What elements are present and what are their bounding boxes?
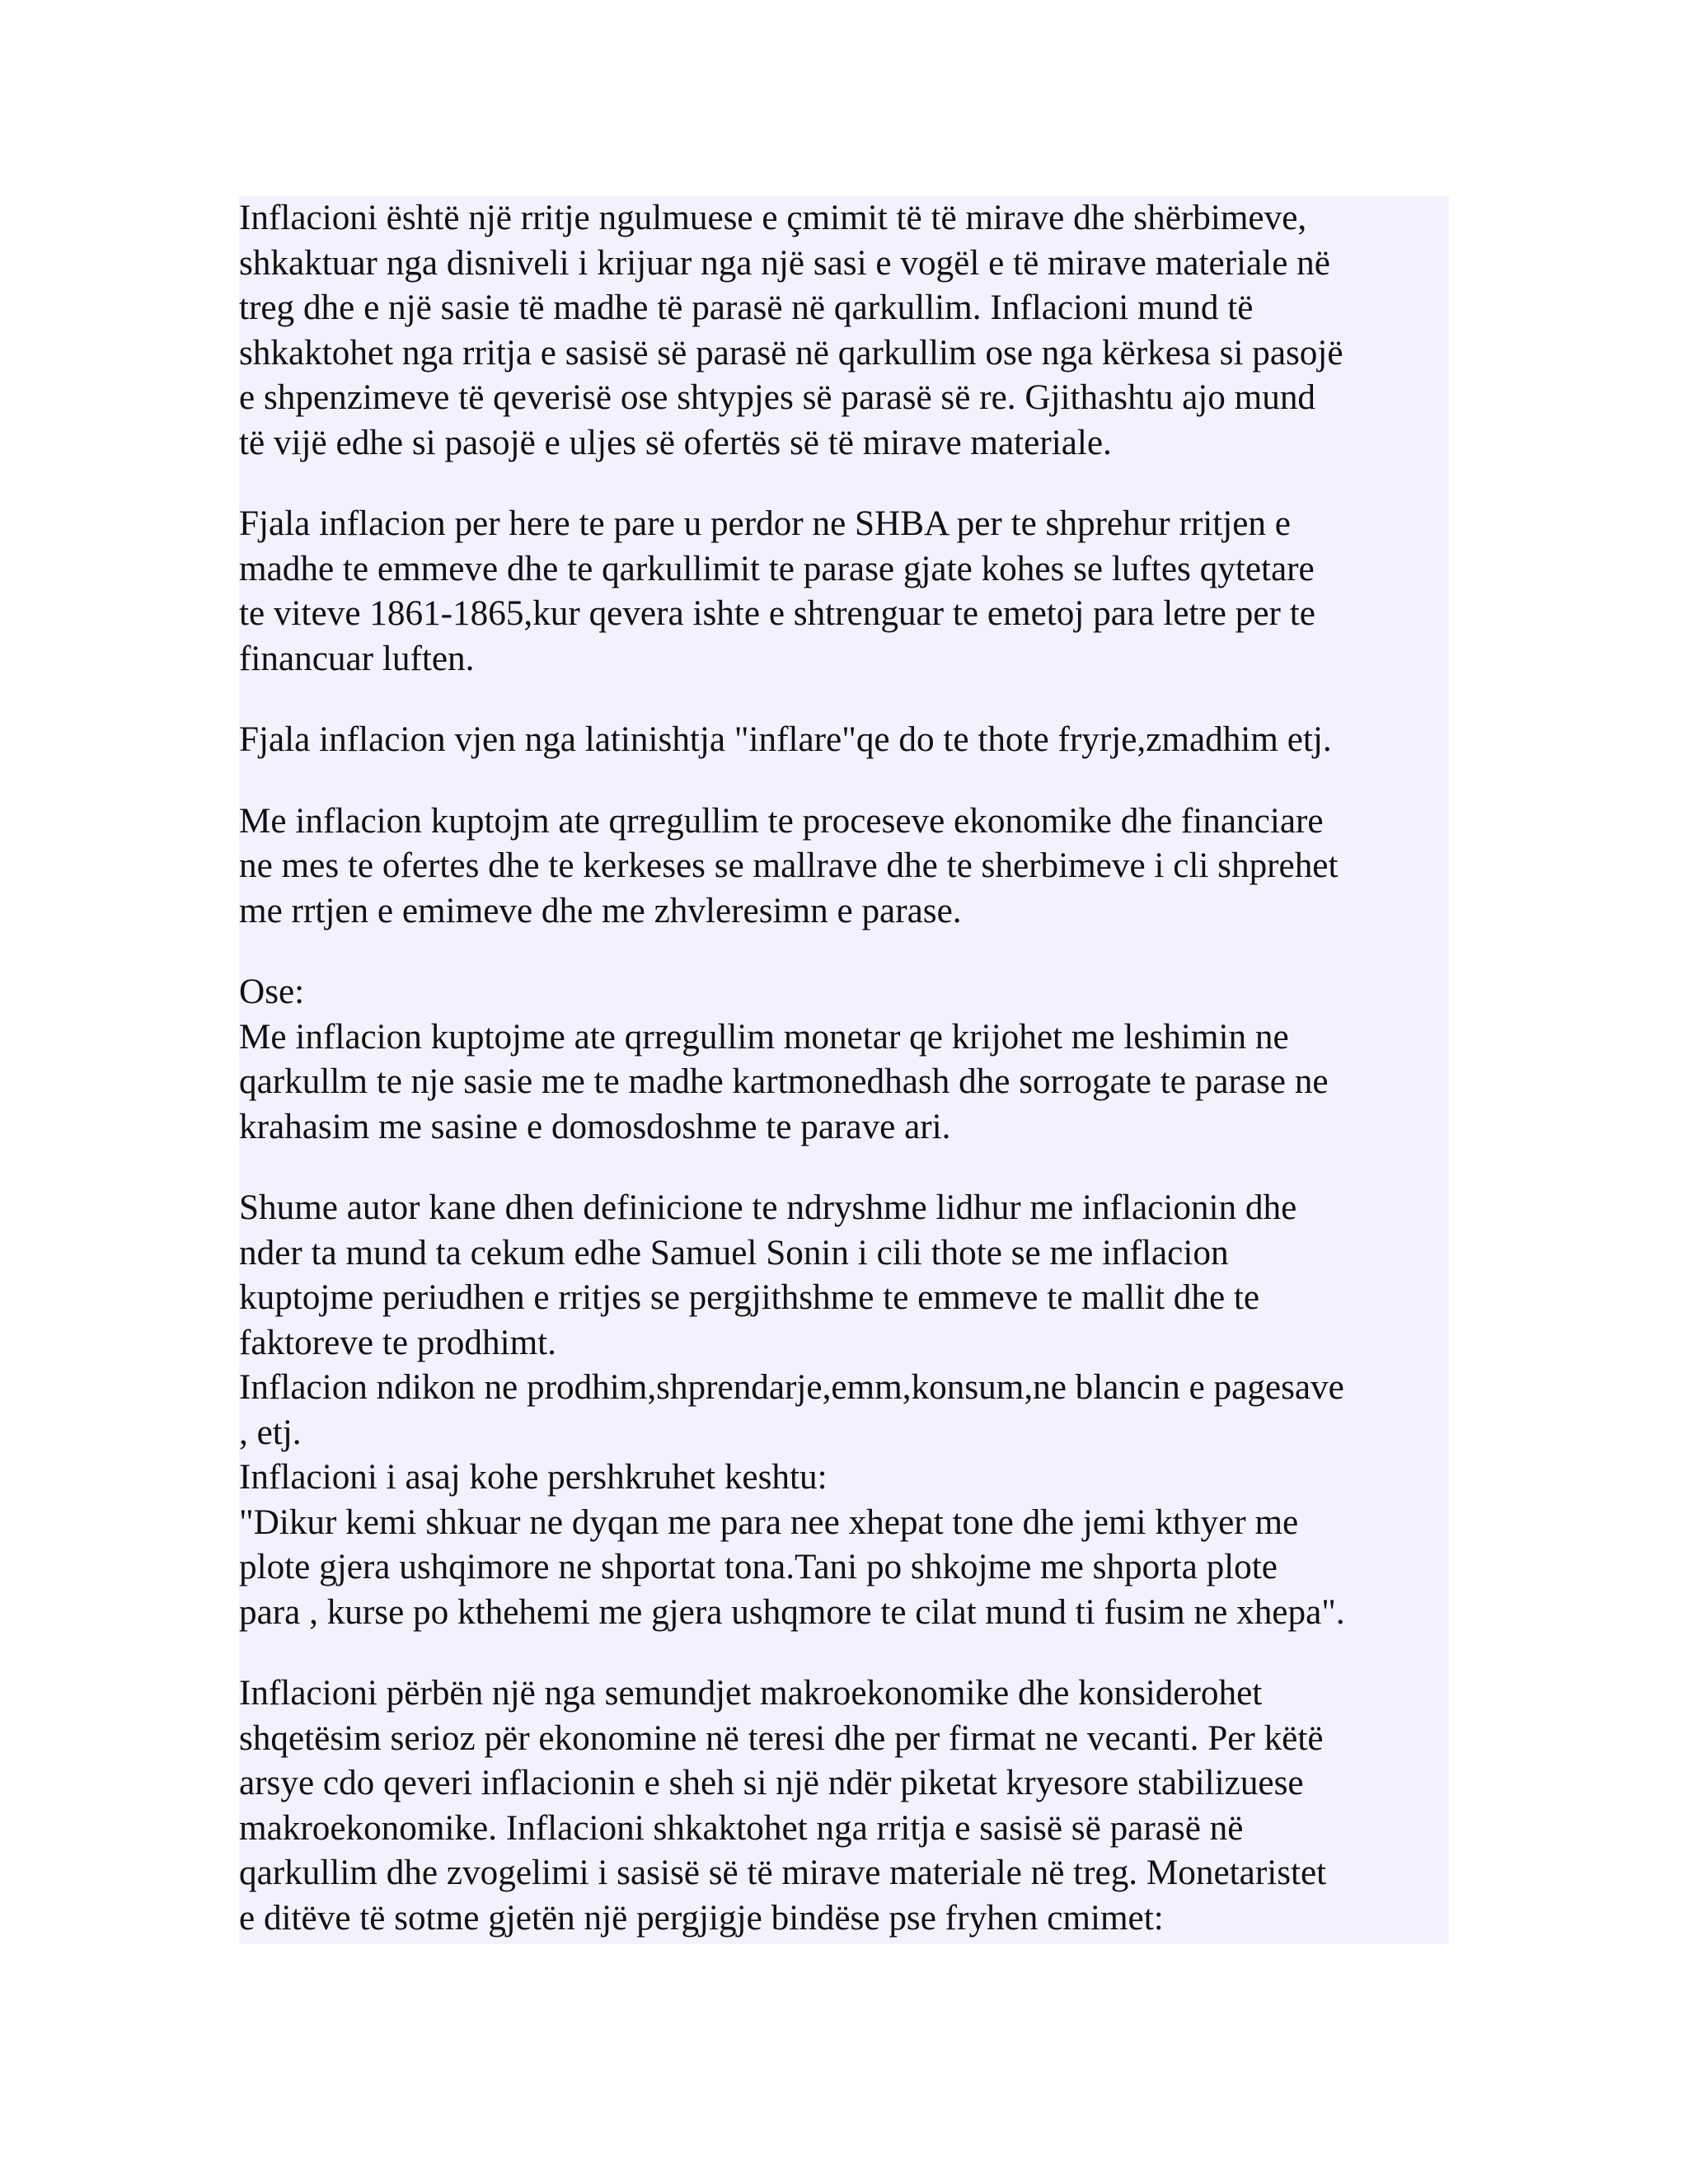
paragraph-gap	[239, 682, 1449, 718]
text-line: Fjala inflacion vjen nga latinishtja "inflare"qe do te thote fryrje,zmadhim etj.	[239, 720, 1332, 759]
text-line: Me inflacion kuptojme ate qrregullim monetar qe krijohet me leshimin ne	[239, 1017, 1289, 1057]
document-text-block	[239, 196, 1449, 1944]
text-line: e shpenzimeve të qeverisë ose shtypjes së parasë së re. Gjithashtu ajo mund	[239, 378, 1316, 417]
text-line: krahasim me sasine e domosdoshme te parave ari.	[239, 1107, 951, 1146]
text-line: plote gjera ushqimore ne shportat tona.Tani po shkojme me shporta plote	[239, 1548, 1278, 1586]
text-line: "Dikur kemi shkuar ne dyqan me para nee xhepat tone dhe jemi kthyer me	[239, 1502, 1299, 1542]
text-line: me rrtjen e emimeve dhe me zhvleresimn e parase.	[239, 891, 962, 930]
text-line: ne mes te ofertes dhe te kerkeses se mallrave dhe te sherbimeve i cli shprehet	[239, 846, 1339, 885]
text-line: te viteve 1861-1865,kur qevera ishte e shtrenguar te emetoj para letre per te	[239, 594, 1315, 633]
paragraph-gap	[239, 1635, 1449, 1671]
text-line: financuar luften.	[239, 639, 475, 678]
paragraph-7	[239, 1671, 1449, 1941]
text-line: Fjala inflacion per here te pare u perdor ne SHBA per te shprehur rritjen e	[239, 504, 1291, 543]
text-line: shkaktuar nga disniveli i krijuar nga një sasi e vogël e të mirave materiale në	[239, 243, 1330, 283]
paragraph-gap	[239, 763, 1449, 799]
text-line: nder ta mund ta cekum edhe Samuel Sonin i cili thote se me inflacion	[239, 1233, 1229, 1272]
paragraph-gap	[239, 466, 1449, 502]
text-line: arsye cdo qeveri inflacionin e sheh si një ndër piketat kryesore stabilizuese	[239, 1764, 1304, 1802]
paragraph-2	[239, 502, 1449, 682]
text-line: Inflacioni përbën një nga semundjet makroekonomike dhe konsiderohet	[239, 1674, 1263, 1713]
paragraph-3	[239, 718, 1449, 763]
paragraph-1	[239, 196, 1449, 466]
text-line: Inflacion ndikon ne prodhim,shprendarje,emm,konsum,ne blancin e pagesave	[239, 1368, 1344, 1407]
text-line: Inflacioni është një rritje ngulmuese e çmimit të të mirave dhe shërbimeve,	[239, 199, 1307, 237]
paragraph-gap	[239, 934, 1449, 970]
paragraph-gap	[239, 1150, 1449, 1186]
text-line: faktoreve te prodhimt.	[239, 1323, 556, 1362]
text-line: Me inflacion kuptojm ate qrregullim te proceseve ekonomike dhe financiare	[239, 801, 1324, 841]
text-line: qarkullm te nje sasie me te madhe kartmonedhash dhe sorrogate te parase ne	[239, 1062, 1329, 1101]
text-line: Inflacioni i asaj kohe pershkruhet keshtu:	[239, 1458, 828, 1497]
text-line: Shume autor kane dhen definicione te ndryshme lidhur me inflacionin dhe	[239, 1188, 1297, 1227]
text-line: kuptojme periudhen e rritjes se pergjithshme te emmeve te mallit dhe te	[239, 1278, 1260, 1317]
paragraph-4	[239, 799, 1449, 935]
text-line: makroekonomike. Inflacioni shkaktohet nga rritja e sasisë së parasë në	[239, 1808, 1244, 1848]
text-line: shkaktohet nga rritja e sasisë së parasë në qarkullim ose nga kërkesa si pasojë	[239, 333, 1343, 373]
text-line: shqetësim serioz për ekonomine në teresi dhe per firmat ne vecanti. Per këtë	[239, 1718, 1324, 1758]
text-line: para , kurse po kthehemi me gjera ushqmore te cilat mund ti fusim ne xhepa".	[239, 1592, 1345, 1632]
text-line: Ose:	[239, 972, 305, 1011]
text-line: e ditëve të sotme gjetën një pergjigje bindëse pse fryhen cmimet:	[239, 1898, 1164, 1938]
paragraph-5	[239, 970, 1449, 1150]
paragraph-6	[239, 1186, 1449, 1635]
text-line: madhe te emmeve dhe te qarkullimit te parase gjate kohes se luftes qytetare	[239, 549, 1315, 588]
text-line: , etj.	[239, 1413, 302, 1452]
text-line: qarkullim dhe zvogelimi i sasisë së të mirave materiale në treg. Monetaristet	[239, 1854, 1327, 1892]
text-line: treg dhe e një sasie të madhe të parasë në qarkullim. Inflacioni mund të	[239, 288, 1254, 327]
text-line: të vijë edhe si pasojë e uljes së ofertës së të mirave materiale.	[239, 423, 1112, 462]
